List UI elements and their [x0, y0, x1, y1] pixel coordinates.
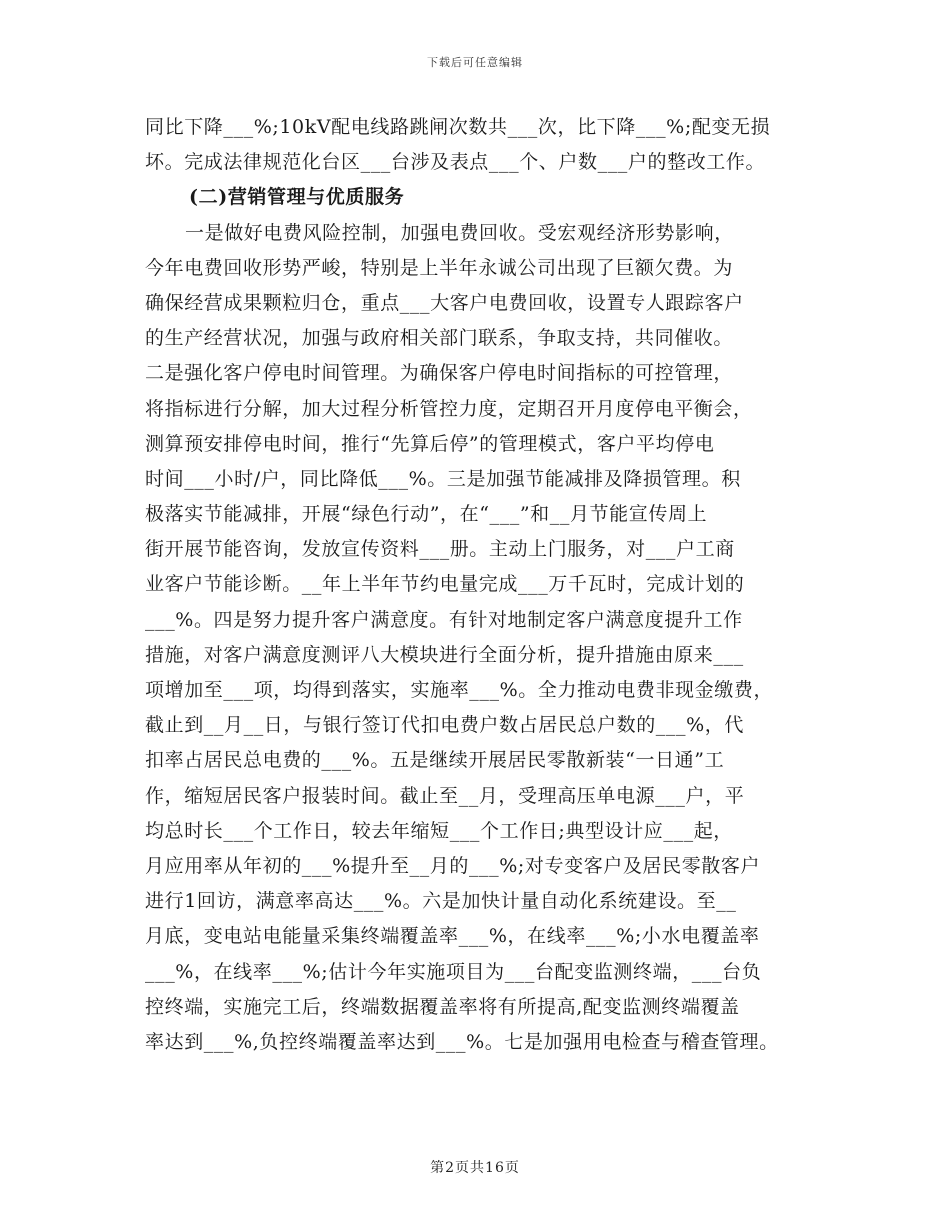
text-line: 今年电费回收形势严峻，特别是上半年永诚公司出现了巨额欠费。为 [145, 256, 734, 279]
text-line: 的生产经营状况，加强与政府相关部门联系，争取支持，共同催收。 [145, 327, 734, 350]
text-line: 率达到___%,负控终端覆盖率达到___%。七是加强用电检查与稽查管理。 [145, 1030, 779, 1053]
text-line: ___%，在线率___%;估计今年实施项目为___台配变监测终端，___台负 [145, 960, 762, 983]
text-line: 项增加至___项，均得到落实，实施率___%。全力推动电费非现金缴费， [145, 679, 774, 701]
text-line: 时间___小时/户，同比降低___%。三是加强节能减排及降损管理。积 [145, 467, 741, 490]
text-line: 测算预安排停电时间，推行“先算后停”的管理模式，客户平均停电 [145, 432, 715, 455]
section-heading: (二)营销管理与优质服务 [189, 186, 405, 209]
text-line: 业客户节能诊断。__年上半年节约电量完成___万千瓦时，完成计划的 [145, 573, 745, 596]
text-line: 确保经营成果颗粒归仓，重点___大客户电费回收，设置专人跟踪客户 [145, 291, 744, 314]
text-line: 将指标进行分解，加大过程分析管控力度，定期召开月度停电平衡会， [145, 397, 753, 420]
text-line: 截止到__月__日，与银行签订代扣电费户数占居民总户数的___%，代 [145, 714, 744, 737]
paragraph-first-line: 一是做好电费风险控制，加强电费回收。受宏观经济形势影响， [185, 221, 734, 244]
text-line: 月底，变电站电能量采集终端覆盖率___%，在线率___%;小水电覆盖率 [145, 925, 760, 948]
text-line: 扣率占居民总电费的___%。五是继续开展居民零散新装“一日通”工 [145, 749, 725, 772]
text-line: 坏。完成法律规范化台区___台涉及表点___个、户数___户的整改工作。 [145, 151, 766, 174]
text-line: ___%。四是努力提升客户满意度。有针对地制定客户满意度提升工作 [145, 608, 743, 631]
text-line: 措施，对客户满意度测评八大模块进行全面分析，提升措施由原来___ [145, 643, 744, 666]
text-line: 作，缩短居民客户报装时间。截止至__月，受理高压单电源___户，平 [145, 784, 745, 807]
text-line: 同比下降___%;10kV配电线路跳闸次数共___次，比下降___%;配变无损 [145, 116, 771, 138]
text-line: 进行1回访，满意率高达___%。六是加快计量自动化系统建设。至__ [145, 890, 737, 913]
page-number-footer: 第2页共16页 [430, 1160, 520, 1176]
text-line: 极落实节能减排，开展“绿色行动”，在“___”和__月节能宣传周上 [145, 503, 708, 526]
text-line: 月应用率从年初的___%提升至__月的___%;对专变客户及居民零散客户 [145, 854, 761, 877]
text-line: 街开展节能咨询，发放宣传资料___册。主动上门服务，对___户工商 [145, 538, 735, 561]
text-line: 控终端，实施完工后，终端数据覆盖率将有所提高,配变监测终端覆盖 [145, 995, 740, 1018]
text-line: 均总时长___个工作日，较去年缩短___个工作日;典型设计应___起， [145, 819, 733, 842]
document-body [145, 110, 825, 1060]
page-header: 下载后可任意编辑 [427, 56, 523, 69]
text-line: 二是强化客户停电时间管理。为确保客户停电时间指标的可控管理， [145, 362, 734, 385]
